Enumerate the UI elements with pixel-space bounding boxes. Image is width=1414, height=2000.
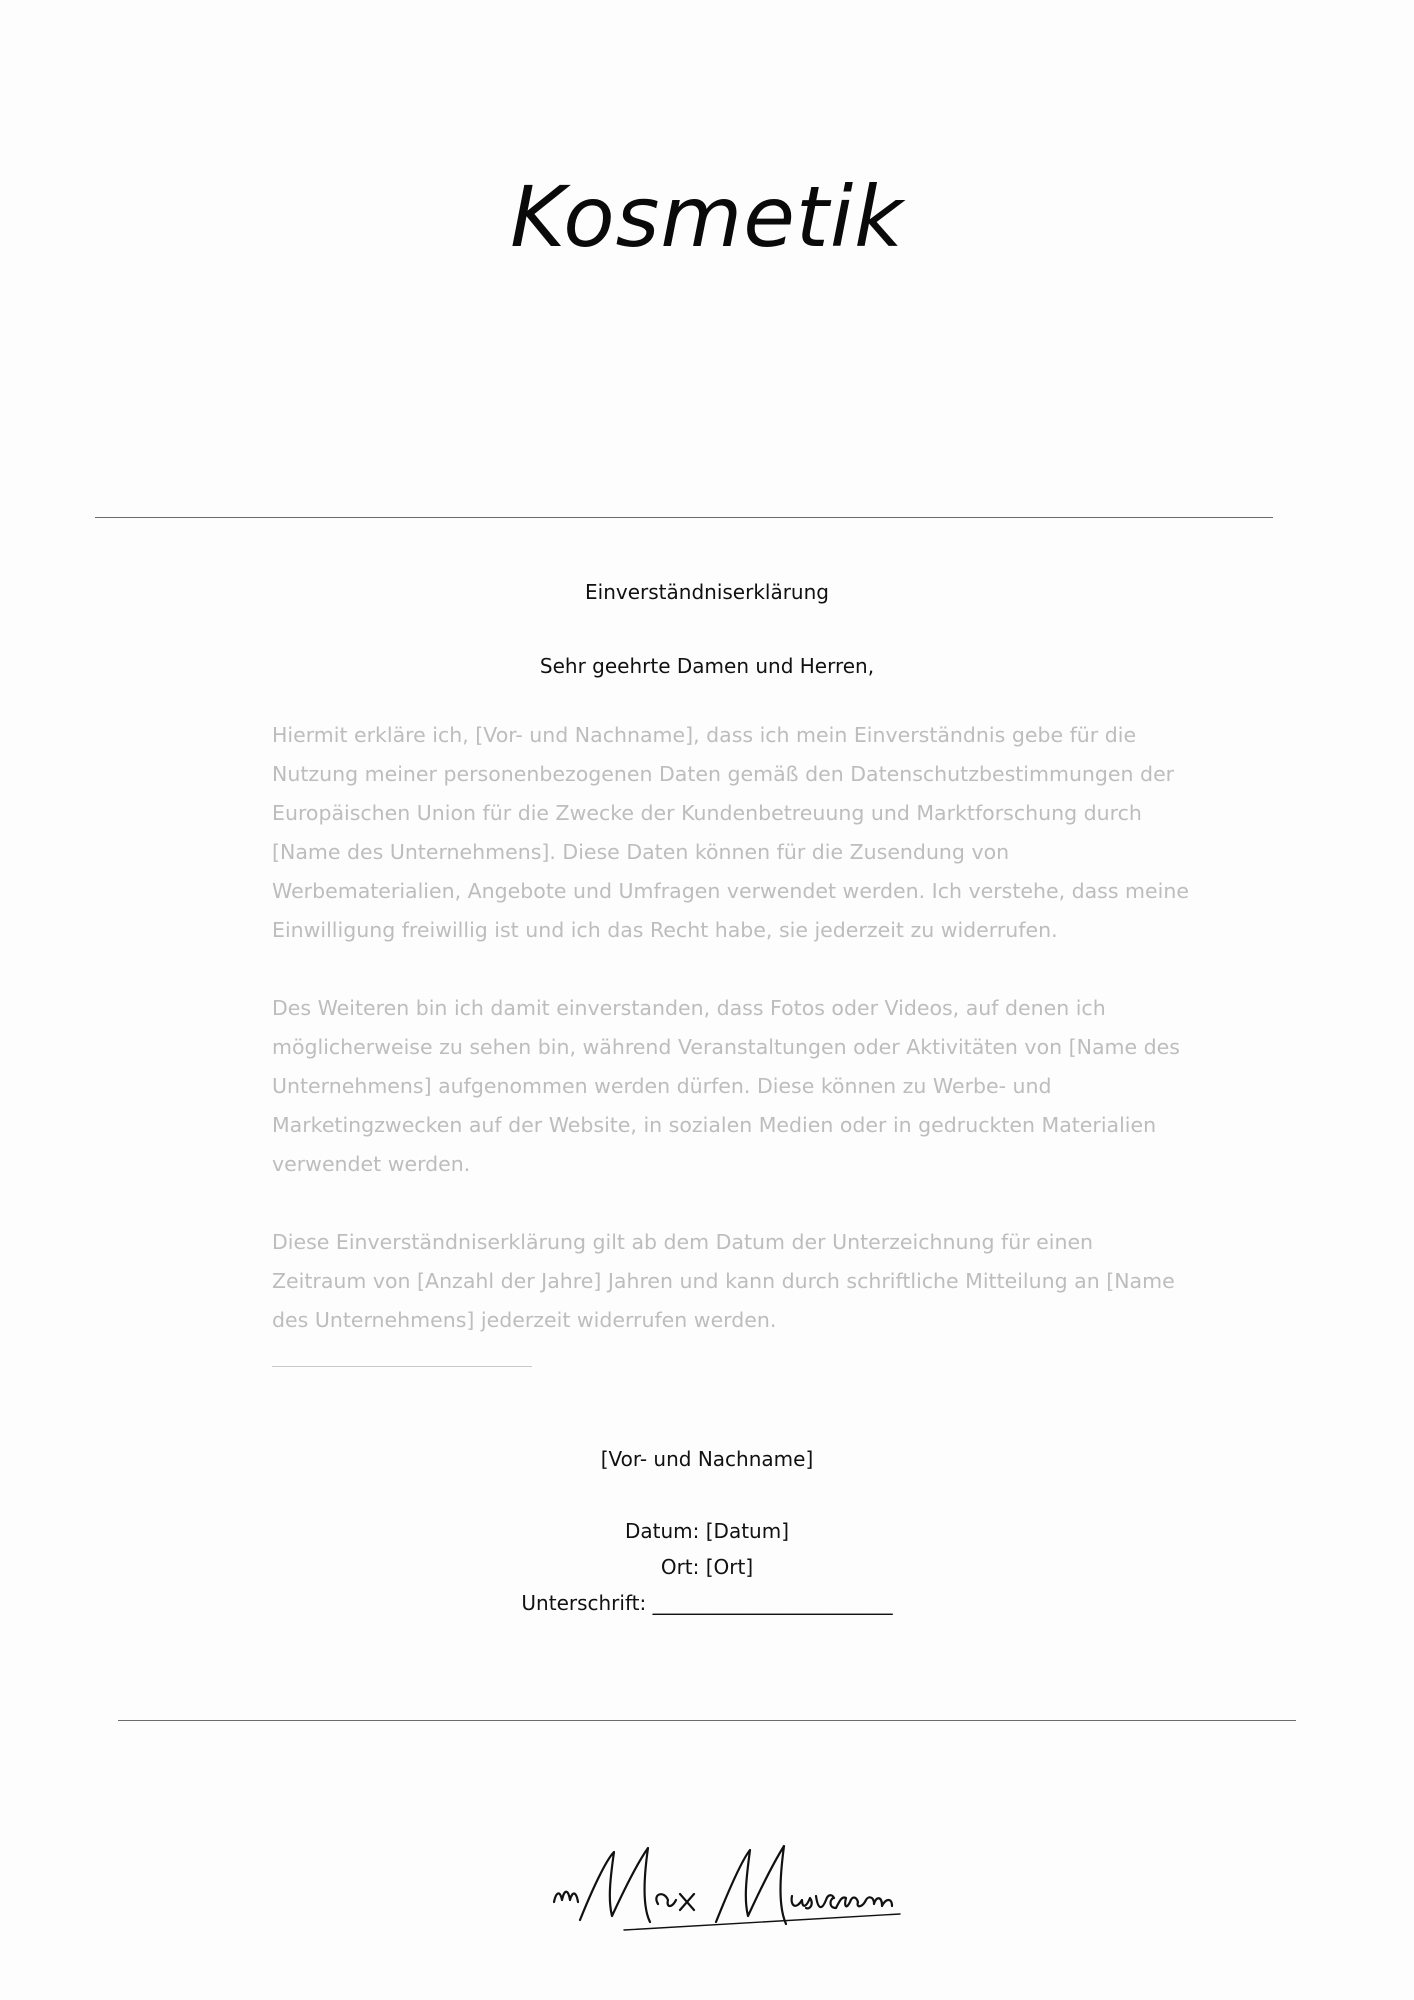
salutation: Sehr geehrte Damen und Herren, <box>539 654 875 678</box>
date-placeholder: Datum: [Datum] <box>624 1519 789 1543</box>
paragraph-consent-data: Hiermit erkläre ich, [Vor- und Nachname], dass ich mein Einverständnis gebe für die Nutzung meiner personenbezogenen Daten gemäß den Datenschutzbestimmungen der Europäischen Union für die Zwecke der Kundenbetreuung und Marktforschung durch [Name des Unternehmens]. Diese Daten können für die Zusendung von Werbematerialien, Angebote und Umfragen verwendet werden. Ich verstehe, dass meine Einwilligung freiwillig ist und ich das Recht habe, sie jederzeit zu widerrufen. <box>272 723 1189 942</box>
name-placeholder: [Vor- und Nachname] <box>600 1447 814 1471</box>
bottom-divider <box>118 1720 1296 1721</box>
place-placeholder: Ort: [Ort] <box>660 1555 754 1579</box>
paragraph-validity: Diese Einverständniserklärung gilt ab dem Datum der Unterzeichnung für einen Zeitraum von [Anzahl der Jahre] Jahren und kann durch schriftliche Mitteilung an [Name des Unternehmens] jederzeit widerrufen werden. <box>272 1230 1175 1332</box>
top-divider <box>95 517 1273 518</box>
body-text <box>272 716 1192 1340</box>
document-title: Kosmetik <box>510 168 904 266</box>
handwritten-signature <box>540 1830 920 1940</box>
document-heading: Einverständniserklärung <box>585 580 829 604</box>
paragraph-consent-media: Des Weiteren bin ich damit einverstanden, dass Fotos oder Videos, auf denen ich möglicherweise zu sehen bin, während Veranstaltungen oder Aktivitäten von [Name des Unternehmens] aufgenommen werden dürfen. Diese können zu Werbe- und Marketingzwecken auf der Website, in sozialen Medien oder in gedruckten Materialien verwendet werden. <box>272 996 1180 1176</box>
signature-line: Unterschrift: ________________________ <box>521 1591 893 1615</box>
short-divider <box>272 1366 532 1367</box>
